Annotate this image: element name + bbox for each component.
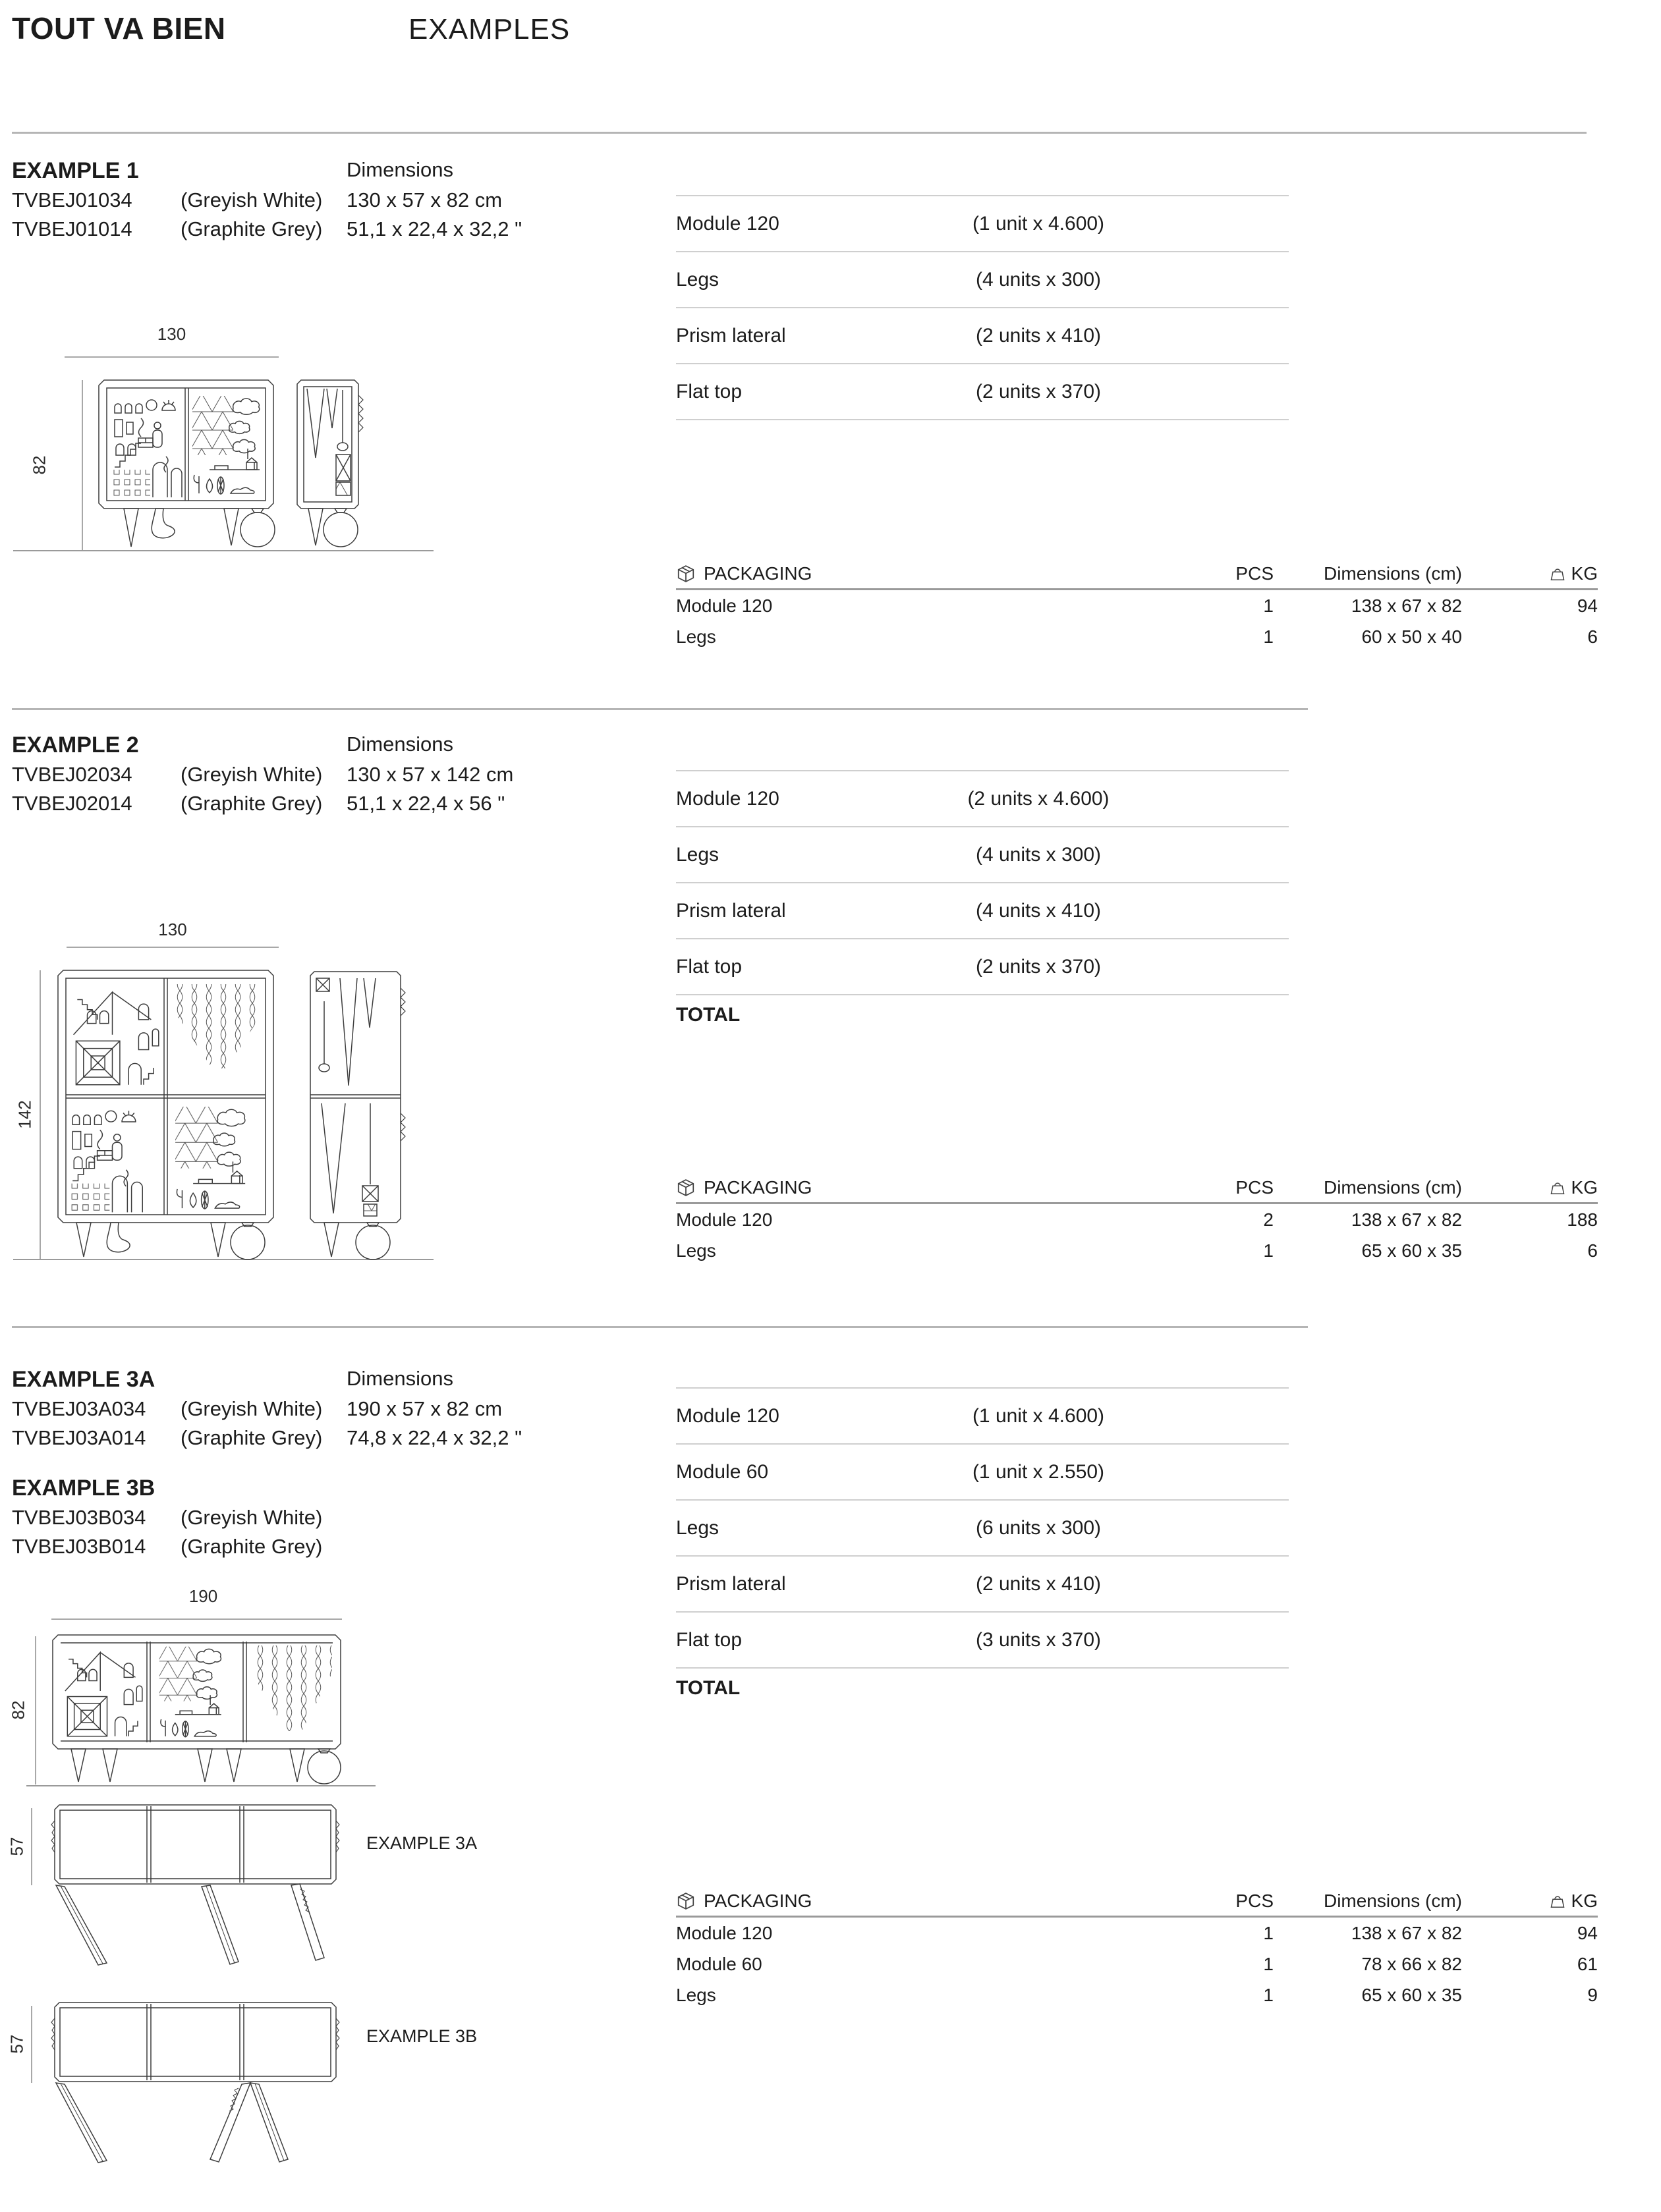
component-table	[676, 1387, 1289, 1669]
pack-pcs: 1	[1263, 1240, 1274, 1261]
component-name: Flat top	[676, 956, 743, 978]
packaging-header-label: PACKAGING	[704, 1176, 812, 1198]
component-row	[676, 883, 1289, 939]
pack-pcs: 1	[1263, 595, 1274, 616]
packaging-title	[676, 563, 1041, 584]
component-qty: (2 units x 370)	[975, 956, 1102, 978]
drawing-width-dim: 130	[157, 324, 186, 344]
drawing-height-dim: 82	[8, 1700, 28, 1720]
packaging-row	[676, 1235, 1598, 1266]
section-heading: EXAMPLE 1	[12, 158, 139, 183]
packaging-row	[676, 1979, 1598, 2010]
pack-name: Legs	[676, 626, 716, 647]
dimensions-metric: 190 x 57 x 82 cm	[347, 1397, 503, 1420]
component-row	[676, 308, 1289, 364]
cabinet-front-side-drawing-ex2	[13, 916, 435, 1265]
pack-dims: 65 x 60 x 35	[1361, 1984, 1462, 2005]
product-code: TVBEJ03B014	[12, 1535, 146, 1558]
package-icon	[676, 1891, 696, 1911]
packaging-row	[676, 1949, 1598, 1979]
product-finish: (Greyish White)	[181, 1397, 323, 1420]
component-qty: (2 units x 410)	[975, 1573, 1102, 1595]
dimensions-imperial: 51,1 x 22,4 x 32,2 "	[347, 217, 522, 240]
component-qty: (4 units x 300)	[975, 269, 1102, 290]
kg-header-label: KG	[1571, 563, 1598, 584]
product-code: TVBEJ03A014	[12, 1426, 146, 1449]
product-finish: (Greyish White)	[181, 188, 323, 211]
kg-header	[1462, 563, 1598, 584]
component-row	[676, 1613, 1289, 1669]
component-qty: (1 unit x 4.600)	[972, 213, 1105, 235]
product-code-line	[12, 1426, 322, 1450]
dimensions-imperial: 51,1 x 22,4 x 56 "	[347, 792, 505, 815]
drawing-height-dim: 82	[29, 455, 49, 475]
section-divider	[12, 1326, 1308, 1328]
drawing-height-dim: 142	[14, 1100, 35, 1129]
package-icon	[676, 564, 696, 584]
weight-icon	[1549, 565, 1566, 582]
component-row	[676, 196, 1289, 252]
package-icon	[676, 1178, 696, 1198]
total-label: TOTAL	[676, 1004, 741, 1026]
product-code-line	[12, 1506, 322, 1530]
product-code-line	[12, 792, 322, 816]
pack-dims: 138 x 67 x 82	[1351, 1209, 1462, 1230]
packaging-row	[676, 1918, 1598, 1949]
dimensions-label: Dimensions	[347, 158, 453, 181]
section-heading: EXAMPLE 2	[12, 733, 139, 758]
packaging-header-label: PACKAGING	[704, 563, 812, 584]
component-row	[676, 1501, 1289, 1557]
pack-name: Legs	[676, 1984, 716, 2005]
plan-drawing-3b	[7, 1996, 468, 2207]
kg-header	[1462, 1891, 1598, 1912]
product-finish: (Graphite Grey)	[181, 792, 323, 815]
component-name: Legs	[676, 1517, 719, 1539]
component-row	[676, 252, 1289, 308]
component-qty: (4 units x 410)	[975, 900, 1102, 922]
sideboard-front-drawing-ex3	[7, 1581, 415, 1792]
weight-icon	[1549, 1893, 1566, 1910]
component-row	[676, 1445, 1289, 1501]
kg-header-label: KG	[1571, 1176, 1598, 1198]
pack-dims: 78 x 66 x 82	[1361, 1953, 1462, 1974]
pcs-header: PCS	[1235, 1890, 1274, 1911]
dimensions-label: Dimensions	[347, 733, 453, 756]
pack-kg: 9	[1587, 1984, 1598, 2005]
header-divider	[12, 132, 1587, 134]
product-finish: (Graphite Grey)	[181, 1535, 323, 1558]
plan-depth-dim: 57	[7, 2034, 27, 2054]
pack-dims: 138 x 67 x 82	[1351, 595, 1462, 616]
product-code: TVBEJ02014	[12, 792, 132, 815]
pack-pcs: 2	[1263, 1209, 1274, 1230]
component-name: Module 120	[676, 213, 779, 235]
packaging-row	[676, 1204, 1598, 1235]
dimensions-metric: 130 x 57 x 82 cm	[347, 188, 503, 211]
packaging-table	[676, 559, 1598, 652]
product-code-line	[12, 1397, 322, 1421]
packaging-row	[676, 590, 1598, 621]
component-name: Prism lateral	[676, 900, 786, 922]
section-heading-b: EXAMPLE 3B	[12, 1476, 155, 1501]
product-code: TVBEJ01014	[12, 217, 132, 240]
plan-drawing-3a	[7, 1792, 468, 1989]
section-divider	[12, 708, 1308, 710]
component-name: Flat top	[676, 381, 743, 402]
component-name: Module 120	[676, 1405, 779, 1427]
component-qty: (6 units x 300)	[975, 1517, 1102, 1539]
pack-dims: 138 x 67 x 82	[1351, 1922, 1462, 1943]
dims-header: Dimensions (cm)	[1323, 1176, 1462, 1198]
pack-pcs: 1	[1263, 626, 1274, 647]
component-row	[676, 827, 1289, 883]
component-qty: (1 unit x 4.600)	[972, 1405, 1105, 1427]
product-code-line	[12, 188, 322, 212]
component-name: Module 120	[676, 788, 779, 810]
component-qty: (2 units x 370)	[975, 381, 1102, 402]
pack-kg: 188	[1567, 1209, 1598, 1230]
component-name: Legs	[676, 844, 719, 866]
product-code: TVBEJ02034	[12, 763, 132, 786]
product-code-line	[12, 763, 322, 787]
product-code: TVBEJ03A034	[12, 1397, 146, 1420]
kg-header-label: KG	[1571, 1890, 1598, 1911]
pack-pcs: 1	[1263, 1922, 1274, 1943]
packaging-table	[676, 1173, 1598, 1266]
pack-kg: 94	[1577, 1922, 1598, 1943]
page-title: EXAMPLES	[408, 13, 571, 45]
component-row	[676, 364, 1289, 420]
component-name: Prism lateral	[676, 1573, 786, 1595]
pack-kg: 6	[1587, 1240, 1598, 1261]
component-row	[676, 1389, 1289, 1445]
component-qty: (2 units x 410)	[975, 325, 1102, 346]
packaging-header-row	[676, 559, 1598, 590]
product-finish: (Greyish White)	[181, 1506, 323, 1529]
component-qty: (2 units x 4.600)	[967, 788, 1110, 810]
packaging-header-label: PACKAGING	[704, 1890, 812, 1911]
pcs-header: PCS	[1235, 1176, 1274, 1198]
product-code-line	[12, 1535, 322, 1559]
product-code: TVBEJ01034	[12, 188, 132, 211]
packaging-header-row	[676, 1886, 1598, 1918]
pack-dims: 65 x 60 x 35	[1361, 1240, 1462, 1261]
component-row	[676, 771, 1289, 827]
component-name: Flat top	[676, 1629, 743, 1651]
pack-name: Legs	[676, 1240, 716, 1261]
product-finish: (Graphite Grey)	[181, 217, 323, 240]
plan-caption: EXAMPLE 3B	[366, 2026, 478, 2046]
dimensions-label: Dimensions	[347, 1367, 453, 1390]
weight-icon	[1549, 1179, 1566, 1196]
pcs-header: PCS	[1235, 563, 1274, 584]
dims-header: Dimensions (cm)	[1323, 563, 1462, 584]
pack-name: Module 60	[676, 1953, 762, 1974]
product-finish: (Greyish White)	[181, 763, 323, 786]
pack-dims: 60 x 50 x 40	[1361, 626, 1462, 647]
pack-kg: 6	[1587, 626, 1598, 647]
component-qty: (3 units x 370)	[975, 1629, 1102, 1651]
component-qty: (4 units x 300)	[975, 844, 1102, 866]
plan-caption: EXAMPLE 3A	[366, 1833, 478, 1853]
product-code: TVBEJ03B034	[12, 1506, 146, 1529]
component-row	[676, 1557, 1289, 1613]
component-table	[676, 195, 1289, 420]
pack-name: Module 120	[676, 595, 773, 616]
packaging-title	[676, 1177, 1041, 1198]
pack-name: Module 120	[676, 1209, 773, 1230]
packaging-header-row	[676, 1173, 1598, 1204]
pack-name: Module 120	[676, 1922, 773, 1943]
pack-pcs: 1	[1263, 1984, 1274, 2005]
packaging-table	[676, 1886, 1598, 2010]
dims-header: Dimensions (cm)	[1323, 1890, 1462, 1911]
component-table	[676, 770, 1289, 995]
dimensions-metric: 130 x 57 x 142 cm	[347, 763, 514, 786]
product-finish: (Graphite Grey)	[181, 1426, 323, 1449]
section-heading: EXAMPLE 3A	[12, 1367, 155, 1392]
component-name: Module 60	[676, 1461, 769, 1483]
pack-kg: 61	[1577, 1953, 1598, 1974]
drawing-width-dim: 130	[158, 920, 187, 939]
cabinet-front-side-drawing-ex1	[13, 316, 435, 553]
drawing-width-dim: 190	[188, 1586, 218, 1606]
brand-title: TOUT VA BIEN	[12, 11, 226, 45]
kg-header	[1462, 1177, 1598, 1198]
pack-kg: 94	[1577, 595, 1598, 616]
component-name: Prism lateral	[676, 325, 786, 346]
dimensions-imperial: 74,8 x 22,4 x 32,2 "	[347, 1426, 522, 1449]
component-qty: (1 unit x 2.550)	[972, 1461, 1105, 1483]
component-name: Legs	[676, 269, 719, 290]
packaging-row	[676, 621, 1598, 652]
product-code-line	[12, 217, 322, 241]
total-label: TOTAL	[676, 1677, 741, 1699]
pack-pcs: 1	[1263, 1953, 1274, 1974]
component-row	[676, 939, 1289, 995]
plan-depth-dim: 57	[7, 1837, 27, 1856]
packaging-title	[676, 1891, 1041, 1912]
